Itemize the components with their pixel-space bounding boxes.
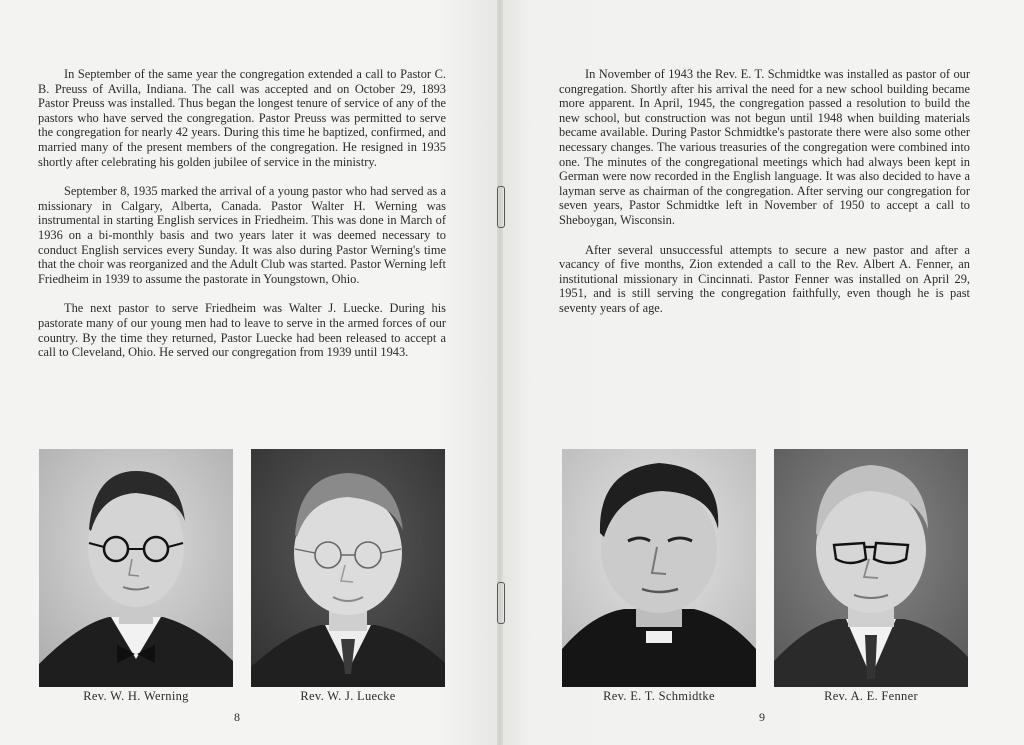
portrait-luecke [251, 449, 445, 687]
paragraph: In November of 1943 the Rev. E. T. Schmidtke was installed as pastor of our congregation. Shortly after his arrival the need for a new school building became more apparent. In April, 1945, the congregation passed a resolution to build the new school, but construction was not begun until 1948 when building materials became available. During Pastor Schmidtke's pastorate there were also some other necessary changes. The various treasuries of the congregation were combined into one. The minutes of the congregational meetings which had always been kept in German were now recorded in the English language. It was also decided to have a layman serve as chairman of the congregation. After serving our congregation for seven years, Pastor Schmidtke left in November of 1950 to accept a call to Sheboygan, Wisconsin. [559, 67, 970, 227]
left-page [0, 0, 500, 745]
caption-luecke: Rev. W. J. Luecke [300, 689, 396, 703]
portrait-werning [39, 449, 233, 687]
paragraph: September 8, 1935 marked the arrival of a young pastor who had served as a missionary in Calgary, Alberta, Canada. Pastor Walter H. Werning was instrumental in starting English services in Friedheim. This was done in March of 1936 on a bi-monthly basis and two years later it was deemed necessary to conduct English services every Sunday. It was also during Pastor Werning's time that the choir was reorganized and the Adult Club was started. Pastor Werning left Friedheim in 1939 to assume the pastorate in Youngstown, Ohio. [38, 184, 446, 286]
page-number: 9 [759, 710, 765, 724]
right-page-text [559, 67, 970, 331]
paragraph: The next pastor to serve Friedheim was Walter J. Luecke. During his pastorate many of our young men had to leave to serve in the armed forces of our country. By the time they returned, Pastor Luecke had been released to accept a call to Cleveland, Ohio. He served our congregation from 1939 until 1943. [38, 301, 446, 360]
binding-gutter [497, 0, 503, 745]
paragraph: In September of the same year the congregation extended a call to Pastor C. B. Preuss of Avilla, Indiana. The call was accepted and on October 29, 1893 Pastor Preuss was installed. Thus began the longest tenure of service of any of the pastors who have served the congregation. Pastor Preuss was permitted to serve the congregation for nearly 42 years. During this time he baptized, confirmed, and married many of the present members of the congregation. He resigned in 1935 shortly after celebrating his golden jubilee of service in the ministry. [38, 67, 446, 169]
caption-werning: Rev. W. H. Werning [83, 689, 189, 703]
left-page-text [38, 67, 446, 375]
page-number: 8 [234, 710, 240, 724]
caption-schmidtke: Rev. E. T. Schmidtke [603, 689, 715, 703]
staple-icon [497, 582, 505, 624]
paragraph: After several unsuccessful attempts to secure a new pastor and after a vacancy of five months, Zion extended a call to the Rev. Albert A. Fenner, an institutional missionary in Cincinnati. Pastor Fenner was installed on April 29, 1951, and is still serving the congregation faithfully, even though he is past seventy years of age. [559, 242, 970, 315]
caption-fenner: Rev. A. E. Fenner [824, 689, 918, 703]
right-page [500, 0, 1024, 745]
portrait-schmidtke [562, 449, 756, 687]
portrait-fenner [774, 449, 968, 687]
staple-icon [497, 186, 505, 228]
